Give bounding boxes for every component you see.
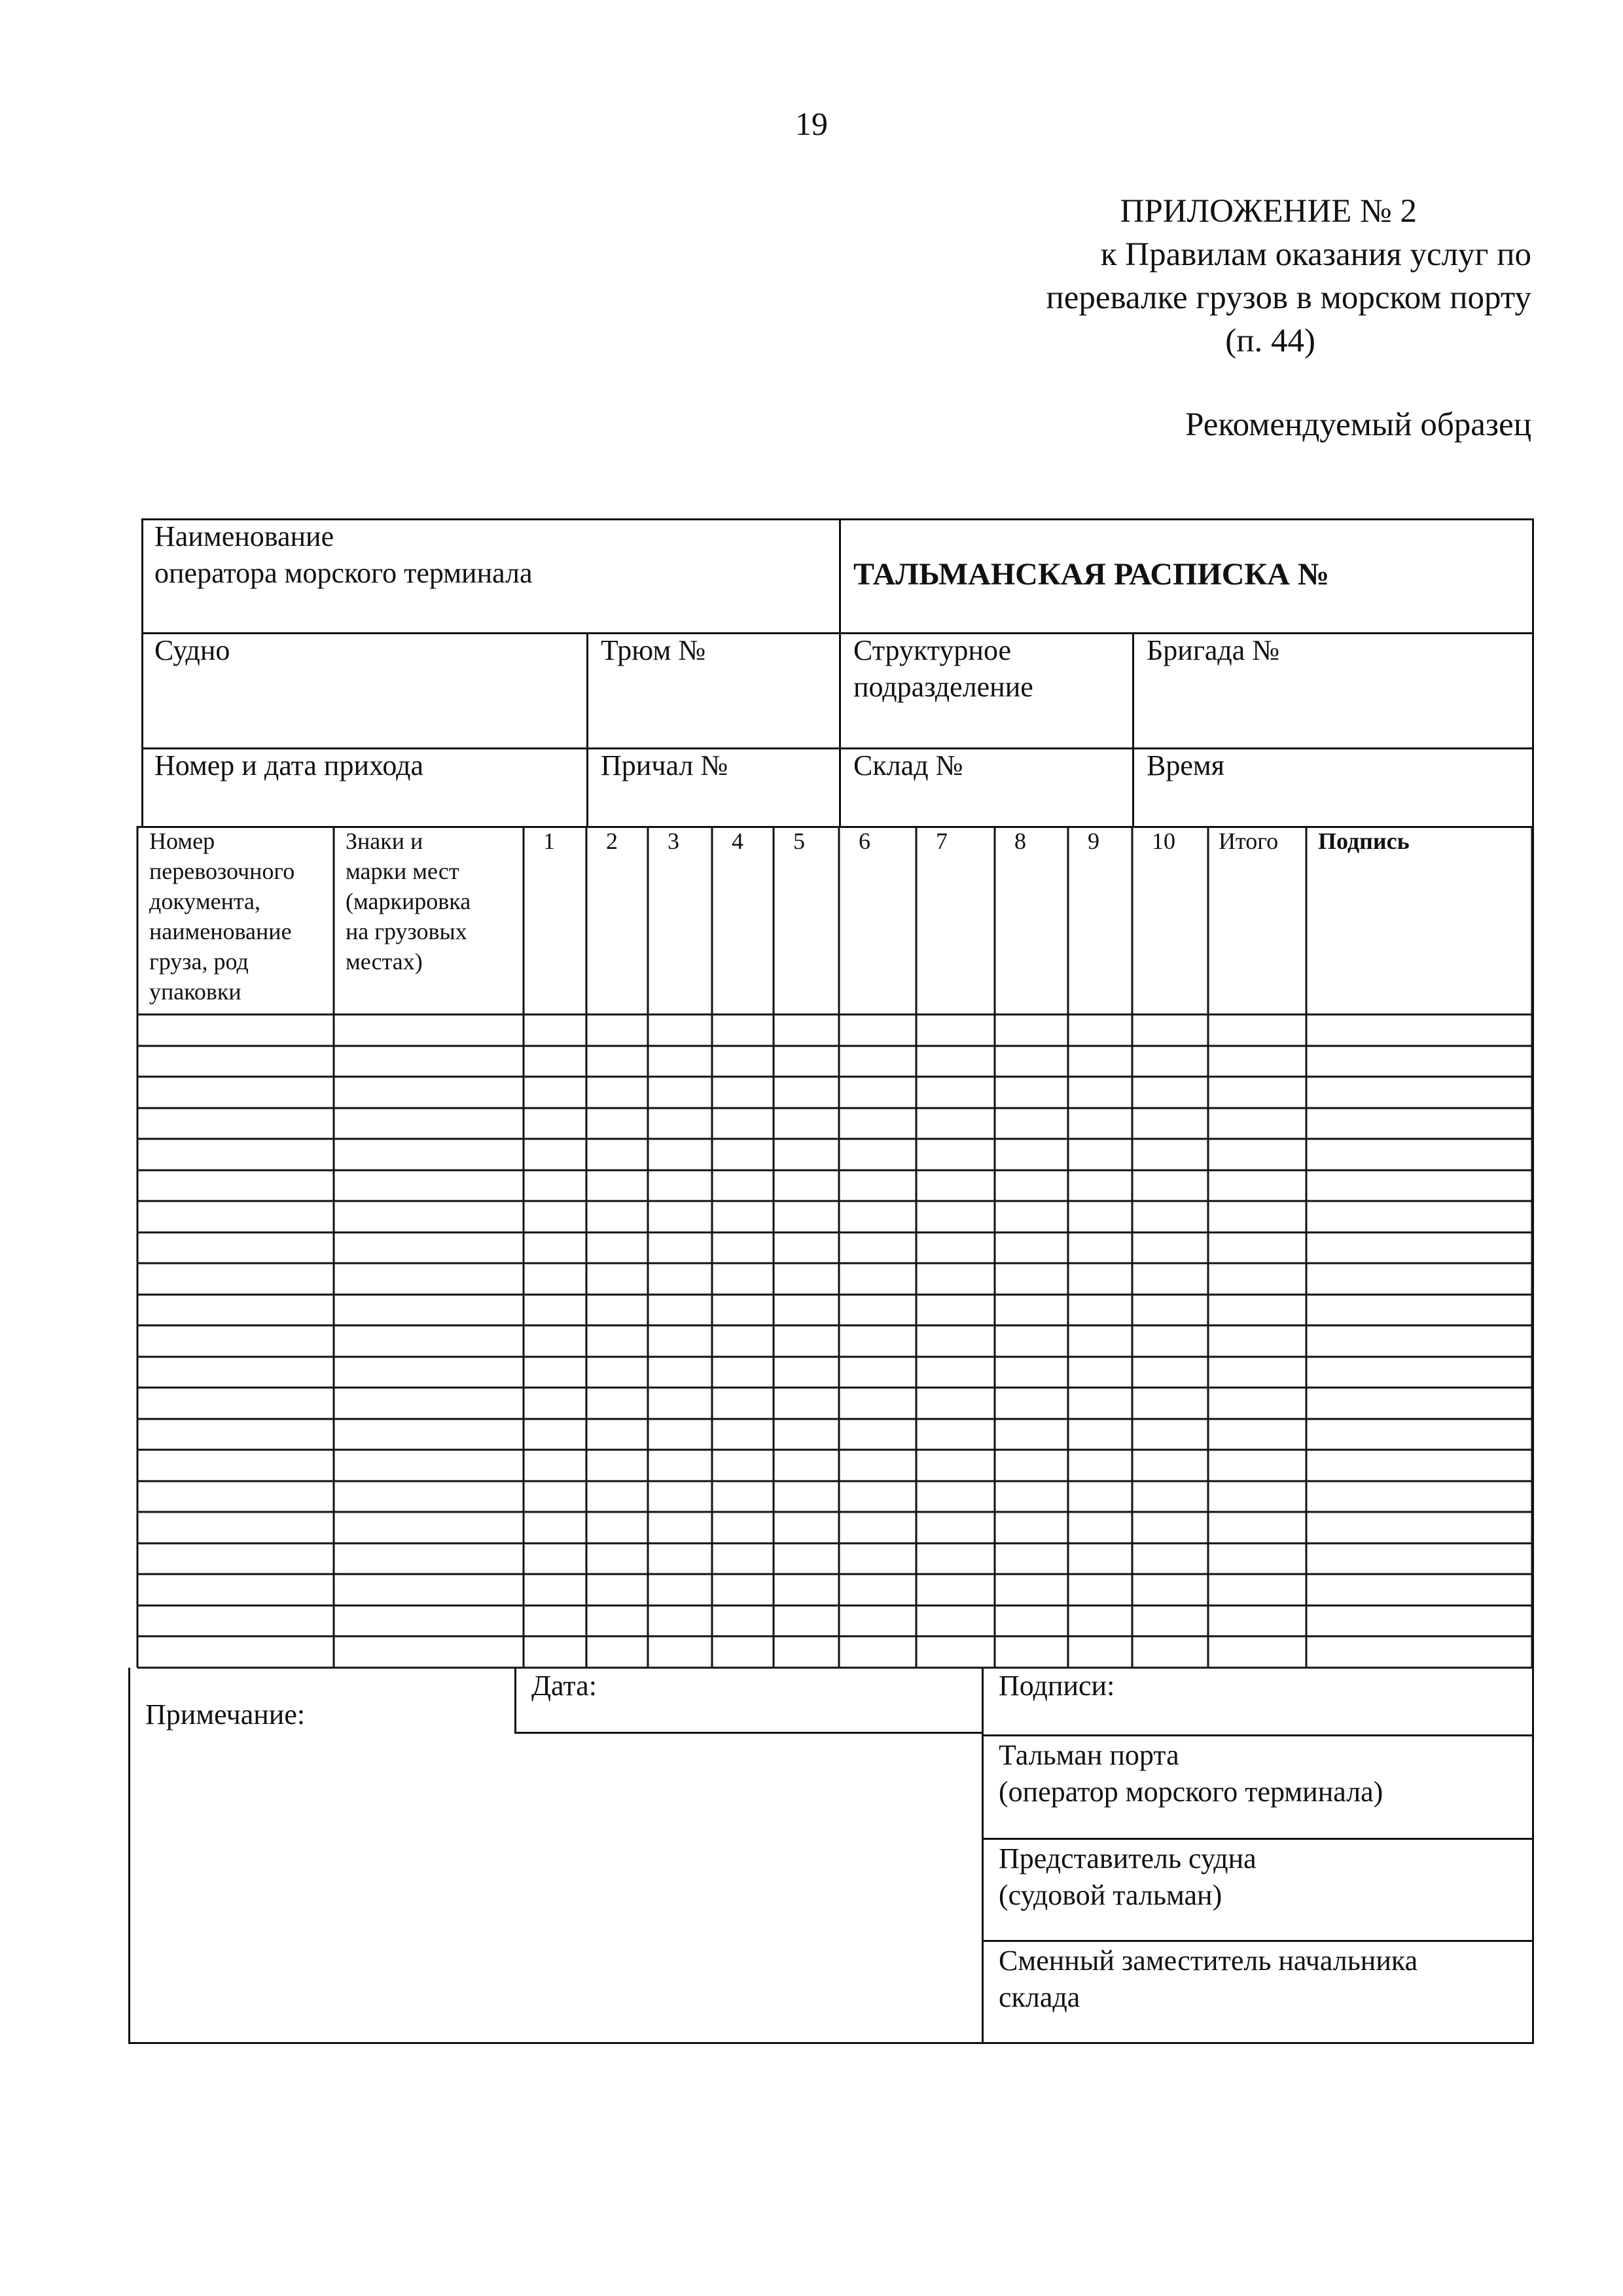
recommended-sample-label: Рекомендуемый образец xyxy=(1185,406,1531,443)
column-header-number: 8 xyxy=(1014,828,1026,854)
hold-label: Трюм № xyxy=(601,634,706,666)
footer-left-border xyxy=(128,1668,130,2044)
form-col-divider-hold xyxy=(586,632,588,826)
sign-ship-representative-2: (судовой тальман) xyxy=(999,1879,1222,1911)
column-header-number: 1 xyxy=(543,828,555,854)
column-header-document: Номер перевозочного документа, наименование груза, род упаковки xyxy=(149,828,295,1005)
form-col-divider-brigade xyxy=(1132,632,1134,826)
date-label: Дата: xyxy=(531,1670,597,1702)
form-col-divider-title xyxy=(839,518,841,826)
footer-signatures-left xyxy=(982,1668,984,2044)
footer-sign-divider-3 xyxy=(982,1940,1534,1942)
form-divider-1 xyxy=(141,632,1534,634)
berth-label: Причал № xyxy=(601,749,728,781)
division-label-2: подразделение xyxy=(853,671,1033,703)
column-header-number: 6 xyxy=(859,828,870,854)
page-number: 19 xyxy=(795,105,828,142)
sign-ship-representative-1: Представитель судна xyxy=(999,1842,1257,1874)
column-header-number: 7 xyxy=(936,828,948,854)
footer-sign-divider-1 xyxy=(982,1734,1534,1736)
appendix-line-1: к Правилам оказания услуг по xyxy=(1100,236,1531,273)
note-label: Примечание: xyxy=(145,1698,306,1731)
sign-deputy-head-1: Сменный заместитель начальника xyxy=(999,1945,1418,1977)
form-border-top xyxy=(141,518,1534,520)
form-title: ТАЛЬМАНСКАЯ РАСПИСКА № xyxy=(853,557,1330,592)
footer-date-bottom xyxy=(514,1732,983,1734)
column-header-number: 10 xyxy=(1152,828,1175,854)
warehouse-label: Склад № xyxy=(853,749,963,781)
appendix-line-2: перевалке грузов в морском порту xyxy=(1046,279,1531,316)
form-border-bottom xyxy=(128,2042,1534,2044)
appendix-title: ПРИЛОЖЕНИЕ № 2 xyxy=(1120,193,1417,230)
time-label: Время xyxy=(1147,749,1224,781)
column-header-marks: Знаки и марки мест (маркировка на грузовых местах) xyxy=(346,828,471,975)
column-header-number: 4 xyxy=(732,828,743,854)
division-label-1: Структурное xyxy=(853,634,1012,666)
sign-deputy-head-2: склада xyxy=(999,1981,1080,2013)
operator-label-2: оператора морского терминала xyxy=(154,557,533,589)
brigade-label: Бригада № xyxy=(1147,634,1280,666)
column-header-total: Итого xyxy=(1219,828,1279,854)
column-header-number: 3 xyxy=(668,828,679,854)
sign-port-tallyman-1: Тальман порта xyxy=(999,1739,1179,1771)
signatures-label: Подписи: xyxy=(999,1670,1115,1702)
appendix-paragraph: (п. 44) xyxy=(1225,323,1315,359)
column-header-number: 5 xyxy=(793,828,805,854)
footer-date-left xyxy=(514,1668,516,1733)
column-header-signature: Подпись xyxy=(1318,828,1410,854)
column-header-number: 9 xyxy=(1088,828,1099,854)
column-header-number: 2 xyxy=(606,828,618,854)
footer-sign-divider-2 xyxy=(982,1838,1534,1840)
form-border-left-top xyxy=(141,518,143,827)
operator-label-1: Наименование xyxy=(154,520,334,552)
appendix-header xyxy=(1046,190,1531,363)
arrival-label: Номер и дата прихода xyxy=(154,749,423,781)
sign-port-tallyman-2: (оператор морского терминала) xyxy=(999,1776,1383,1808)
ship-label: Судно xyxy=(154,634,230,666)
